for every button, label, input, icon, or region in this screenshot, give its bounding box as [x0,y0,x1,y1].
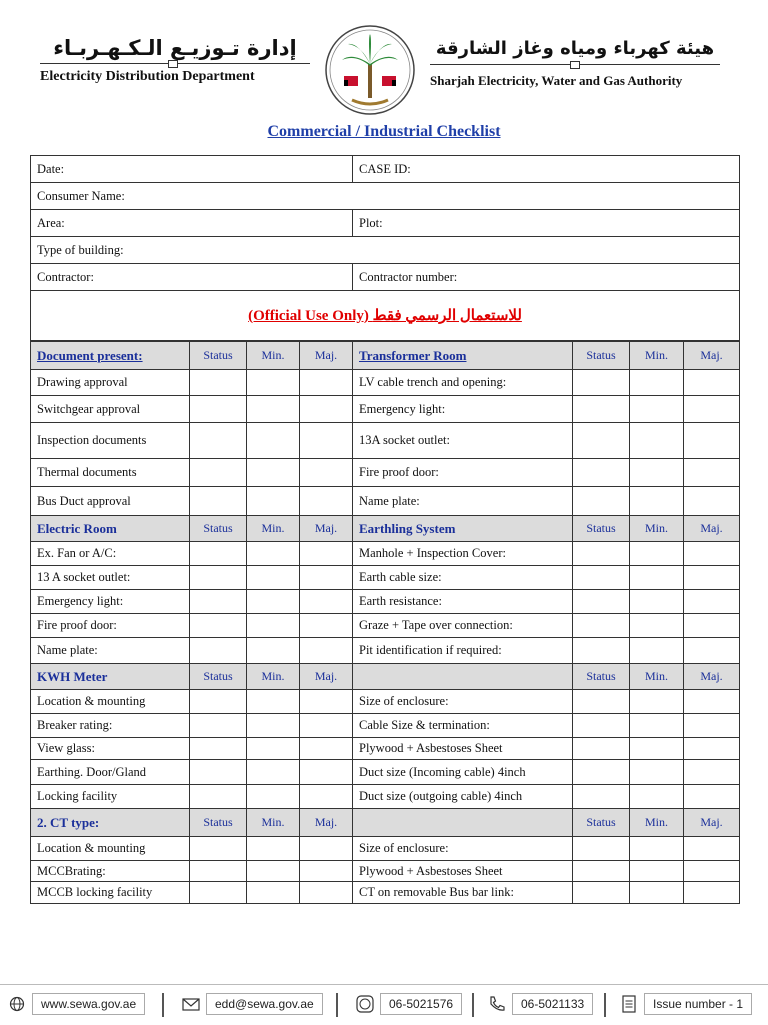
status-cell[interactable] [573,614,630,638]
header-divider [430,64,720,65]
minor-cell[interactable] [247,566,300,590]
checklist-row [31,566,740,590]
status-cell[interactable] [573,690,630,714]
minor-cell[interactable] [630,738,684,760]
check-item-label: Name plate: [353,487,573,516]
major-cell[interactable] [684,638,740,664]
section-title-right [353,809,573,837]
section-title-left-label: KWH Meter [37,668,108,684]
check-item-label: Earth cable size: [353,566,573,590]
check-item-label: Bus Duct approval [31,487,190,516]
check-item-label: Drawing approval [31,370,190,396]
minor-cell[interactable] [247,785,300,809]
status-cell[interactable] [190,714,247,738]
major-cell[interactable] [300,487,353,516]
section-title-right-label: Transformer Room [359,347,467,363]
major-cell[interactable] [684,760,740,785]
contractor-field[interactable]: Contractor: [31,264,353,291]
column-header-maj: Maj. [300,342,353,370]
section-title-right [353,516,573,542]
column-header-min: Min. [247,809,300,837]
major-cell[interactable] [300,638,353,664]
status-cell[interactable] [190,396,247,423]
major-cell[interactable] [684,487,740,516]
status-cell[interactable] [190,690,247,714]
minor-cell[interactable] [630,396,684,423]
column-header-maj: Maj. [684,809,740,837]
major-cell[interactable] [684,423,740,459]
checklist-row [31,760,740,785]
minor-cell[interactable] [247,638,300,664]
major-cell[interactable] [684,542,740,566]
check-item-label: LV cable trench and opening: [353,370,573,396]
status-cell[interactable] [573,785,630,809]
check-item-label: Breaker rating: [31,714,190,738]
footer-issue [620,991,752,1017]
major-cell[interactable] [684,614,740,638]
check-item-label: Fire proof door: [31,614,190,638]
major-cell[interactable] [684,837,740,861]
major-cell[interactable] [300,760,353,785]
minor-cell[interactable] [247,396,300,423]
minor-cell[interactable] [630,760,684,785]
checklist-sheet [30,155,739,904]
major-cell[interactable] [300,785,353,809]
minor-cell[interactable] [630,590,684,614]
status-cell[interactable] [573,542,630,566]
minor-cell[interactable] [247,459,300,487]
department-name-arabic: إدارة تـوزيـع الـكـهـربـاء [53,36,297,60]
check-item-label: Duct size (outgoing cable) 4inch [353,785,573,809]
department-name-english: Electricity Distribution Department [40,69,255,84]
check-item-label: Earth resistance: [353,590,573,614]
section-header-row [31,664,740,690]
status-cell[interactable] [190,423,247,459]
check-item-label: Name plate: [31,638,190,664]
column-header-maj: Maj. [684,516,740,542]
area-field[interactable]: Area: [31,210,353,237]
column-header-maj: Maj. [300,809,353,837]
footer-separator [472,993,474,1017]
check-item-label: Inspection documents [31,423,190,459]
major-cell[interactable] [300,614,353,638]
major-cell[interactable] [300,714,353,738]
status-cell[interactable] [573,861,630,882]
check-item-label: Switchgear approval [31,396,190,423]
section-header-row [31,516,740,542]
checklist-row [31,370,740,396]
column-header-status: Status [573,809,630,837]
phone-number[interactable]: 06-5021133 [512,993,593,1015]
minor-cell[interactable] [630,487,684,516]
status-cell[interactable] [190,590,247,614]
major-cell[interactable] [684,396,740,423]
status-cell[interactable] [190,837,247,861]
minor-cell[interactable] [630,542,684,566]
check-item-label: 13A socket outlet: [353,423,573,459]
page-title: Commercial / Industrial Checklist [267,123,501,140]
status-cell[interactable] [573,459,630,487]
header-divider [40,63,310,64]
check-item-label: Size of enclosure: [353,690,573,714]
checklist-row [31,690,740,714]
column-header-min: Min. [630,342,684,370]
major-cell[interactable] [684,714,740,738]
major-cell[interactable] [300,861,353,882]
minor-cell[interactable] [630,785,684,809]
status-cell[interactable] [190,738,247,760]
column-header-min: Min. [630,664,684,690]
check-item-label: Location & mounting [31,837,190,861]
case-id-field[interactable]: CASE ID: [353,156,740,183]
status-cell[interactable] [573,396,630,423]
major-cell[interactable] [684,785,740,809]
checklist-row [31,738,740,760]
major-cell[interactable] [300,882,353,904]
status-cell[interactable] [190,882,247,904]
checklist-row [31,837,740,861]
check-item-label: Duct size (Incoming cable) 4inch [353,760,573,785]
check-item-label: Plywood + Asbestoses Sheet [353,861,573,882]
status-cell[interactable] [190,785,247,809]
check-item-label: View glass: [31,738,190,760]
section-title-left [31,342,190,370]
check-item-label: Manhole + Inspection Cover: [353,542,573,566]
status-cell[interactable] [573,882,630,904]
major-cell[interactable] [300,370,353,396]
official-use-banner [31,291,740,341]
check-item-label: Plywood + Asbestoses Sheet [353,738,573,760]
section-title-right [353,664,573,690]
major-cell[interactable] [684,459,740,487]
checklist-row [31,542,740,566]
issue-number: Issue number - 1 [644,993,752,1015]
status-cell[interactable] [190,760,247,785]
checklist-row [31,714,740,738]
major-cell[interactable] [300,459,353,487]
status-cell[interactable] [190,638,247,664]
checklist-row [31,423,740,459]
checklist-row [31,882,740,904]
website-link[interactable]: www.sewa.gov.ae [32,993,145,1015]
email-link[interactable]: edd@sewa.gov.ae [206,993,323,1015]
consumer-name-field[interactable]: Consumer Name: [31,183,740,210]
minor-cell[interactable] [247,760,300,785]
minor-cell[interactable] [630,861,684,882]
check-item-label: MCCB locking facility [31,882,190,904]
status-cell[interactable] [573,837,630,861]
globe-icon [8,995,26,1013]
major-cell[interactable] [300,590,353,614]
column-header-min: Min. [630,809,684,837]
major-cell[interactable] [684,882,740,904]
check-item-label: Location & mounting [31,690,190,714]
column-header-maj: Maj. [684,342,740,370]
major-cell[interactable] [300,423,353,459]
major-cell[interactable] [684,566,740,590]
major-cell[interactable] [684,590,740,614]
footer-separator [604,993,606,1017]
major-cell[interactable] [684,370,740,396]
checklist-row [31,785,740,809]
check-item-label: Emergency light: [353,396,573,423]
status-cell[interactable] [190,861,247,882]
minor-cell[interactable] [247,882,300,904]
check-item-label: Ex. Fan or A/C: [31,542,190,566]
date-field[interactable]: Date: [31,156,353,183]
check-item-label: Cable Size & termination: [353,714,573,738]
inspection-checklist-table [30,341,740,904]
column-header-maj: Maj. [300,516,353,542]
check-item-label: Locking facility [31,785,190,809]
minor-cell[interactable] [630,714,684,738]
column-header-maj: Maj. [684,664,740,690]
status-cell[interactable] [573,487,630,516]
section-title-left [31,516,190,542]
major-cell[interactable] [684,690,740,714]
check-item-label: Thermal documents [31,459,190,487]
minor-cell[interactable] [247,861,300,882]
footer-email[interactable] [182,991,323,1017]
major-cell[interactable] [300,396,353,423]
minor-cell[interactable] [247,423,300,459]
minor-cell[interactable] [247,714,300,738]
minor-cell[interactable] [630,837,684,861]
footer-separator [336,993,338,1017]
checklist-row [31,396,740,423]
status-cell[interactable] [573,738,630,760]
section-title-left-label: 2. CT type: [37,814,100,830]
check-item-label: 13 A socket outlet: [31,566,190,590]
minor-cell[interactable] [247,837,300,861]
section-header-row [31,809,740,837]
check-item-label: CT on removable Bus bar link: [353,882,573,904]
major-cell[interactable] [684,861,740,882]
major-cell[interactable] [684,738,740,760]
status-cell[interactable] [190,566,247,590]
column-header-min: Min. [247,342,300,370]
info-table [30,155,740,341]
section-title-right [353,342,573,370]
minor-cell[interactable] [630,614,684,638]
department-header [40,36,310,85]
section-title-left-label: Electric Room [37,520,117,536]
official-use-label: (Official Use Only) للاستعمال الرسمي فقط [248,308,522,324]
status-cell[interactable] [573,638,630,664]
check-item-label: Graze + Tape over connection: [353,614,573,638]
authority-name-arabic: هيئة كهرباء ومياه وغاز الشارقة [435,38,715,59]
building-type-field[interactable]: Type of building: [31,237,740,264]
checklist-row [31,590,740,614]
status-cell[interactable] [190,487,247,516]
minor-cell[interactable] [630,566,684,590]
section-title-left [31,809,190,837]
column-header-status: Status [573,664,630,690]
column-header-status: Status [190,809,247,837]
email-icon [182,995,200,1013]
phone-icon [488,995,506,1013]
minor-cell[interactable] [247,487,300,516]
status-cell[interactable] [190,542,247,566]
column-header-min: Min. [630,516,684,542]
column-header-status: Status [573,342,630,370]
major-cell[interactable] [300,542,353,566]
contractor-number-field[interactable]: Contractor number: [353,264,740,291]
status-cell[interactable] [573,566,630,590]
whatsapp-number[interactable]: 06-5021576 [380,993,462,1015]
minor-cell[interactable] [247,690,300,714]
minor-cell[interactable] [630,423,684,459]
minor-cell[interactable] [247,614,300,638]
checklist-row [31,487,740,516]
status-cell[interactable] [573,423,630,459]
checklist-row [31,459,740,487]
column-header-min: Min. [247,664,300,690]
section-title-left-label: Document present: [37,347,143,363]
footer-separator [162,993,164,1017]
document-icon [620,995,638,1013]
section-header-row [31,342,740,370]
authority-name-english: Sharjah Electricity, Water and Gas Authority [430,73,683,88]
footer-whatsapp[interactable] [356,991,462,1017]
checklist-row [31,614,740,638]
minor-cell[interactable] [630,370,684,396]
minor-cell[interactable] [630,459,684,487]
minor-cell[interactable] [630,882,684,904]
status-cell[interactable] [190,614,247,638]
page-footer [0,984,768,1025]
column-header-status: Status [190,516,247,542]
status-cell[interactable] [573,760,630,785]
major-cell[interactable] [300,837,353,861]
check-item-label: Emergency light: [31,590,190,614]
check-item-label: Fire proof door: [353,459,573,487]
minor-cell[interactable] [630,690,684,714]
minor-cell[interactable] [247,590,300,614]
footer-phone[interactable] [488,991,593,1017]
status-cell[interactable] [190,370,247,396]
minor-cell[interactable] [247,738,300,760]
major-cell[interactable] [300,690,353,714]
sewa-emblem-logo [322,24,418,116]
column-header-status: Status [190,664,247,690]
check-item-label: Pit identification if required: [353,638,573,664]
column-header-maj: Maj. [300,664,353,690]
footer-website[interactable] [8,991,145,1017]
status-cell[interactable] [573,714,630,738]
checklist-row [31,861,740,882]
authority-header [430,38,720,89]
column-header-min: Min. [247,516,300,542]
section-title-right-label: Earthling System [359,520,456,536]
check-item-label: Earthing. Door/Gland [31,760,190,785]
column-header-status: Status [573,516,630,542]
column-header-status: Status [190,342,247,370]
whatsapp-icon [356,995,374,1013]
section-title-left [31,664,190,690]
status-cell[interactable] [573,590,630,614]
status-cell[interactable] [190,459,247,487]
check-item-label: MCCBrating: [31,861,190,882]
status-cell[interactable] [573,370,630,396]
minor-cell[interactable] [630,638,684,664]
major-cell[interactable] [300,566,353,590]
major-cell[interactable] [300,738,353,760]
minor-cell[interactable] [247,542,300,566]
minor-cell[interactable] [247,370,300,396]
plot-field[interactable]: Plot: [353,210,740,237]
check-item-label: Size of enclosure: [353,837,573,861]
checklist-row [31,638,740,664]
